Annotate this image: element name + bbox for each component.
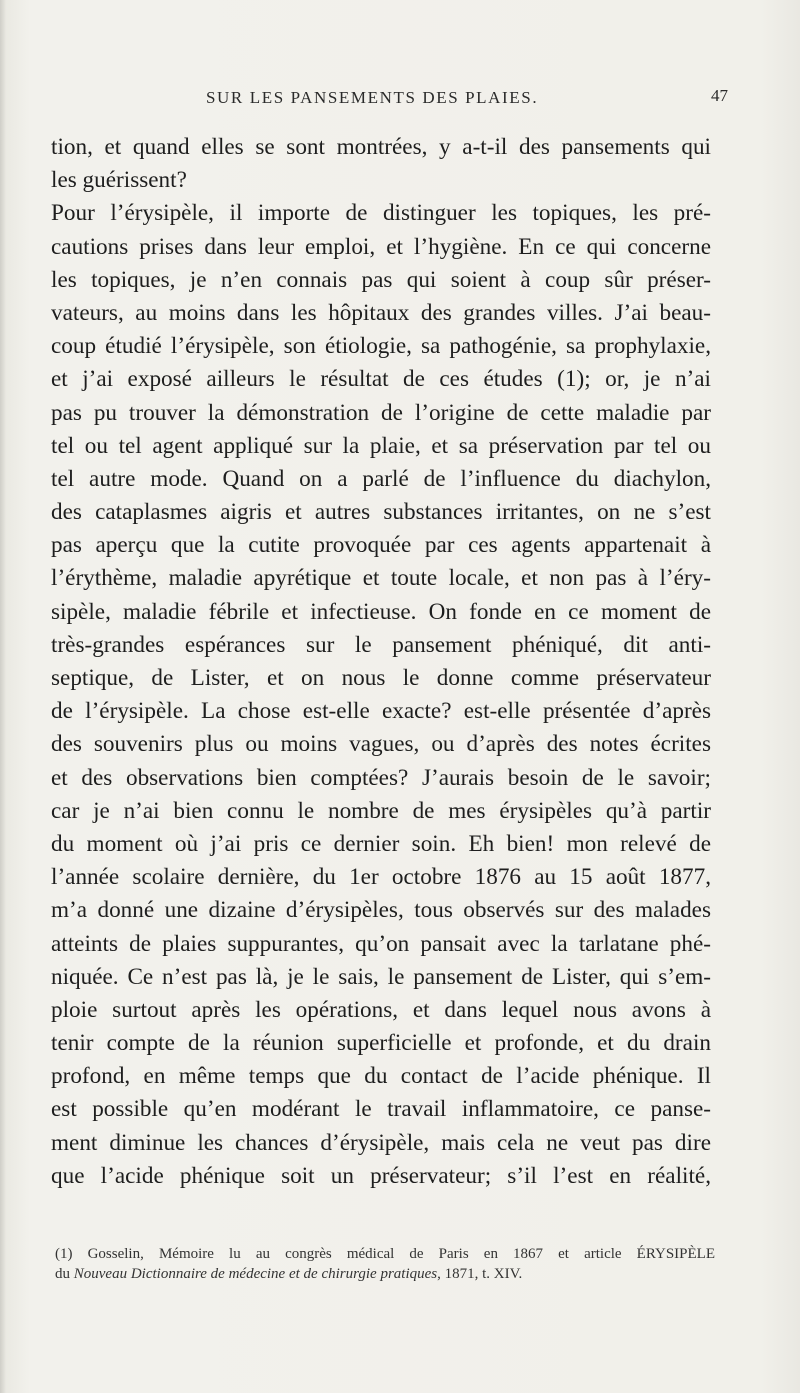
text-line: les topiques, je n’en connais pas qui soient à coup sûr préser- <box>51 266 711 293</box>
footnote-line <box>55 1264 715 1284</box>
text-line: tenir compte de la réunion superficielle et profonde, et du drain <box>51 1030 711 1057</box>
body-text <box>51 131 711 1193</box>
footnote-line: (1) Gosselin, Mémoire lu au congrès médical de Paris en 1867 et article ÉRYSIPÈLE <box>55 1246 715 1262</box>
text-line: l’érythème, maladie apyrétique et toute locale, et non pas à l’éry- <box>51 565 711 592</box>
text-line: ment diminue les chances d’érysipèle, mais cela ne veut pas dire <box>51 1129 711 1156</box>
text-line: niquée. Ce n’est pas là, je le sais, le pansement de Lister, qui s’em- <box>51 963 711 990</box>
text-line: les guérissent? <box>51 167 187 194</box>
text-line: du moment où j’ai pris ce dernier soin. Eh bien! mon relevé de <box>51 830 711 857</box>
text-line: tel ou tel agent appliqué sur la plaie, et sa préservation par tel ou <box>51 432 711 459</box>
text-line: ploie surtout après les opérations, et dans lequel nous avons à <box>51 996 711 1023</box>
text-line: l’année scolaire dernière, du 1er octobre 1876 au 15 août 1877, <box>51 864 711 891</box>
text-line: tion, et quand elles se sont montrées, y a-t-il des pansements qui <box>51 134 711 160</box>
text-line: atteints de plaies suppurantes, qu’on pansait avec la tarlatane phé- <box>51 930 711 957</box>
footnote-citation-title: Nouveau Dictionnaire de médecine et de chirurgie pratiques <box>73 1266 438 1282</box>
page-header <box>0 88 800 110</box>
text-line: m’a donné une dizaine d’érysipèles, tous observés sur des malades <box>51 897 711 924</box>
text-line: pas pu trouver la démonstration de l’origine de cette maladie par <box>51 399 711 426</box>
footnote <box>55 1244 715 1284</box>
text-line: vateurs, au moins dans les hôpitaux des grandes villes. J’ai beau- <box>51 299 711 326</box>
text-line: des cataplasmes aigris et autres substances irritantes, on ne s’est <box>51 499 711 526</box>
text-line: coup étudié l’érysipèle, son étiologie, sa pathogénie, sa prophylaxie, <box>51 333 711 360</box>
text-line: et des observations bien comptées? J’aurais besoin de le savoir; <box>51 764 711 791</box>
text-line: tel autre mode. Quand on a parlé de l’influence du diachylon, <box>51 465 711 492</box>
text-line: sipèle, maladie fébrile et infectieuse. On fonde en ce moment de <box>51 598 711 625</box>
text-line: que l’acide phénique soit un préservateur; s’il l’est en réalité, <box>51 1162 711 1189</box>
text-line: de l’érysipèle. La chose est-elle exacte? est-elle présentée d’après <box>51 698 711 725</box>
text-line: est possible qu’en modérant le travail inflammatoire, ce panse- <box>51 1096 711 1123</box>
page-gutter-shadow <box>0 0 6 1393</box>
text-line: septique, de Lister, et on nous le donne comme préservateur <box>51 665 711 691</box>
text-line: Pour l’érysipèle, il importe de distinguer les topiques, les pré- <box>51 200 711 227</box>
text-line: très-grandes espérances sur le pansement phéniqué, dit anti- <box>51 631 711 658</box>
footnote-suffix: , 1871, t. XIV. <box>437 1266 523 1282</box>
page-number: 47 <box>711 86 728 105</box>
text-line: pas aperçu que la cutite provoquée par ces agents appartenait à <box>51 532 711 559</box>
text-line: cautions prises dans leur emploi, et l’hygiène. En ce qui concerne <box>51 233 711 260</box>
running-title: SUR LES PANSEMENTS DES PLAIES. <box>206 88 539 107</box>
footnote-prefix: du <box>55 1266 74 1282</box>
text-line: profond, en même temps que du contact de l’acide phénique. Il <box>51 1063 711 1090</box>
text-line: et j’ai exposé ailleurs le résultat de ces études (1); or, je n’ai <box>51 366 711 393</box>
text-line: car je n’ai bien connu le nombre de mes érysipèles qu’à partir <box>51 797 711 824</box>
text-line: des souvenirs plus ou moins vagues, ou d’après des notes écrites <box>51 731 711 758</box>
